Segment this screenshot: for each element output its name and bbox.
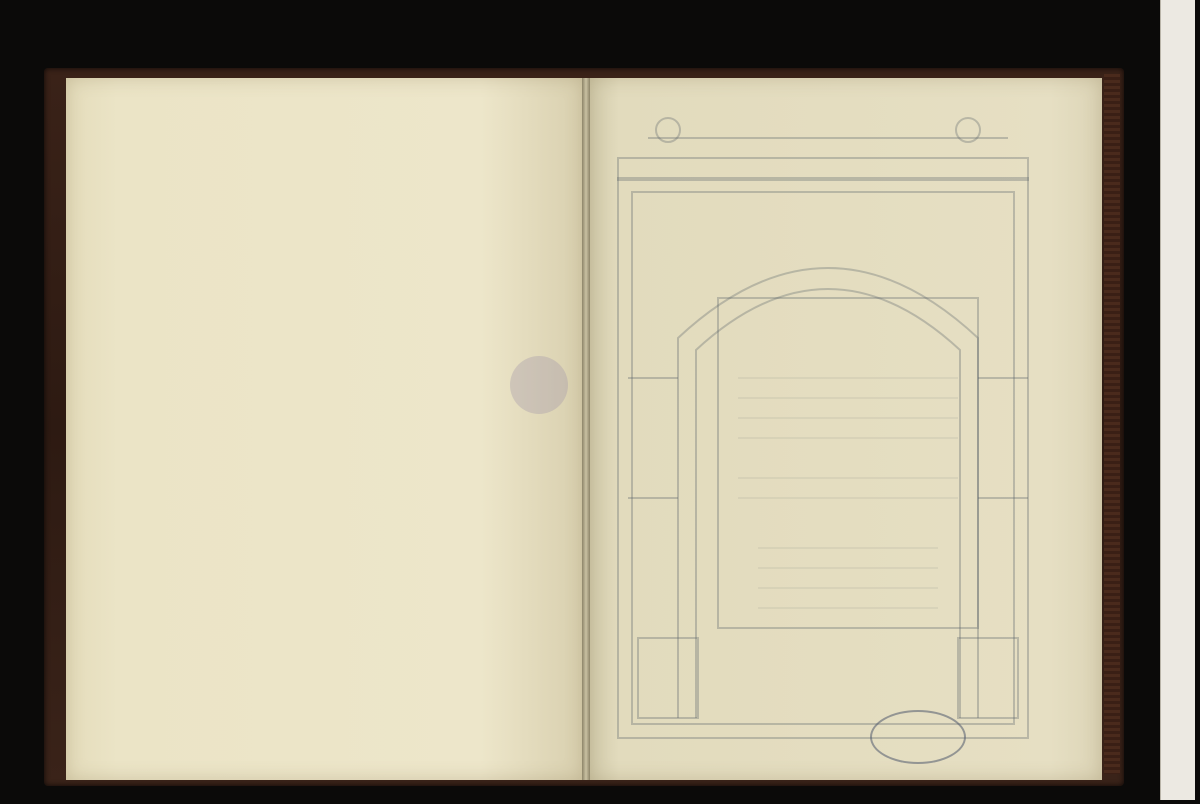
measuring-ruler <box>1160 0 1195 800</box>
left-page <box>66 78 584 780</box>
ruler-ticks <box>1161 0 1195 800</box>
dedication-header <box>250 82 520 94</box>
library-stamp <box>870 710 966 764</box>
watermark-logo <box>510 356 568 414</box>
title-frame-bleedthrough <box>588 78 1102 780</box>
book-spine-edge <box>1104 74 1120 774</box>
